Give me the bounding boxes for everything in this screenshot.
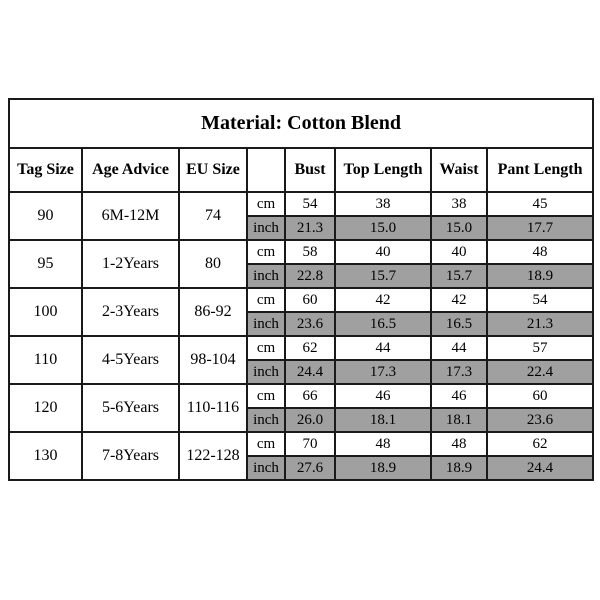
bust-cm-cell: 58 (285, 240, 335, 264)
age-advice-cell: 2-3Years (82, 288, 179, 336)
pant-length-inch-cell: 17.7 (487, 216, 593, 240)
waist-cm-cell: 44 (431, 336, 487, 360)
tag-size-cell: 90 (9, 192, 82, 240)
bust-inch-cell: 27.6 (285, 456, 335, 480)
top-length-inch-cell: 18.1 (335, 408, 431, 432)
header-waist: Waist (431, 148, 487, 192)
bust-cm-cell: 62 (285, 336, 335, 360)
pant-length-inch-cell: 22.4 (487, 360, 593, 384)
eu-size-cell: 98-104 (179, 336, 247, 384)
bust-cm-cell: 70 (285, 432, 335, 456)
eu-size-cell: 80 (179, 240, 247, 288)
top-length-cm-cell: 44 (335, 336, 431, 360)
bust-cm-cell: 54 (285, 192, 335, 216)
header-tag-size: Tag Size (9, 148, 82, 192)
age-advice-cell: 6M-12M (82, 192, 179, 240)
waist-cm-cell: 42 (431, 288, 487, 312)
unit-inch-label: inch (247, 312, 285, 336)
tag-size-cell: 95 (9, 240, 82, 288)
waist-inch-cell: 18.1 (431, 408, 487, 432)
top-length-inch-cell: 15.7 (335, 264, 431, 288)
table-row-cm (9, 192, 593, 216)
waist-inch-cell: 16.5 (431, 312, 487, 336)
pant-length-cm-cell: 54 (487, 288, 593, 312)
top-length-inch-cell: 16.5 (335, 312, 431, 336)
pant-length-inch-cell: 24.4 (487, 456, 593, 480)
unit-cm-label: cm (247, 336, 285, 360)
table-row-cm (9, 240, 593, 264)
eu-size-cell: 110-116 (179, 384, 247, 432)
bust-inch-cell: 21.3 (285, 216, 335, 240)
pant-length-cm-cell: 57 (487, 336, 593, 360)
unit-inch-label: inch (247, 264, 285, 288)
unit-cm-label: cm (247, 192, 285, 216)
waist-inch-cell: 18.9 (431, 456, 487, 480)
age-advice-cell: 7-8Years (82, 432, 179, 480)
bust-inch-cell: 26.0 (285, 408, 335, 432)
pant-length-inch-cell: 23.6 (487, 408, 593, 432)
eu-size-cell: 86-92 (179, 288, 247, 336)
waist-cm-cell: 46 (431, 384, 487, 408)
table-row-cm (9, 432, 593, 456)
top-length-inch-cell: 18.9 (335, 456, 431, 480)
eu-size-cell: 122-128 (179, 432, 247, 480)
bust-inch-cell: 24.4 (285, 360, 335, 384)
pant-length-cm-cell: 48 (487, 240, 593, 264)
table-title: Material: Cotton Blend (9, 99, 593, 148)
age-advice-cell: 4-5Years (82, 336, 179, 384)
tag-size-cell: 110 (9, 336, 82, 384)
top-length-inch-cell: 17.3 (335, 360, 431, 384)
header-age-advice: Age Advice (82, 148, 179, 192)
bust-inch-cell: 23.6 (285, 312, 335, 336)
pant-length-cm-cell: 62 (487, 432, 593, 456)
eu-size-cell: 74 (179, 192, 247, 240)
top-length-inch-cell: 15.0 (335, 216, 431, 240)
tag-size-cell: 120 (9, 384, 82, 432)
header-unit (247, 148, 285, 192)
waist-inch-cell: 15.0 (431, 216, 487, 240)
waist-cm-cell: 48 (431, 432, 487, 456)
age-advice-cell: 1-2Years (82, 240, 179, 288)
unit-inch-label: inch (247, 216, 285, 240)
unit-inch-label: inch (247, 360, 285, 384)
header-eu-size: EU Size (179, 148, 247, 192)
header-pant-length: Pant Length (487, 148, 593, 192)
unit-inch-label: inch (247, 408, 285, 432)
header-top-length: Top Length (335, 148, 431, 192)
waist-cm-cell: 40 (431, 240, 487, 264)
waist-cm-cell: 38 (431, 192, 487, 216)
unit-cm-label: cm (247, 384, 285, 408)
unit-cm-label: cm (247, 240, 285, 264)
header-row (9, 148, 593, 192)
unit-cm-label: cm (247, 288, 285, 312)
table-row-cm (9, 384, 593, 408)
top-length-cm-cell: 42 (335, 288, 431, 312)
pant-length-cm-cell: 45 (487, 192, 593, 216)
top-length-cm-cell: 46 (335, 384, 431, 408)
size-chart-table (8, 98, 594, 481)
bust-cm-cell: 66 (285, 384, 335, 408)
unit-cm-label: cm (247, 432, 285, 456)
pant-length-inch-cell: 21.3 (487, 312, 593, 336)
header-bust: Bust (285, 148, 335, 192)
bust-cm-cell: 60 (285, 288, 335, 312)
pant-length-inch-cell: 18.9 (487, 264, 593, 288)
waist-inch-cell: 17.3 (431, 360, 487, 384)
top-length-cm-cell: 38 (335, 192, 431, 216)
unit-inch-label: inch (247, 456, 285, 480)
table-row-cm (9, 288, 593, 312)
bust-inch-cell: 22.8 (285, 264, 335, 288)
tag-size-cell: 100 (9, 288, 82, 336)
age-advice-cell: 5-6Years (82, 384, 179, 432)
table-row-cm (9, 336, 593, 360)
top-length-cm-cell: 48 (335, 432, 431, 456)
top-length-cm-cell: 40 (335, 240, 431, 264)
pant-length-cm-cell: 60 (487, 384, 593, 408)
tag-size-cell: 130 (9, 432, 82, 480)
waist-inch-cell: 15.7 (431, 264, 487, 288)
